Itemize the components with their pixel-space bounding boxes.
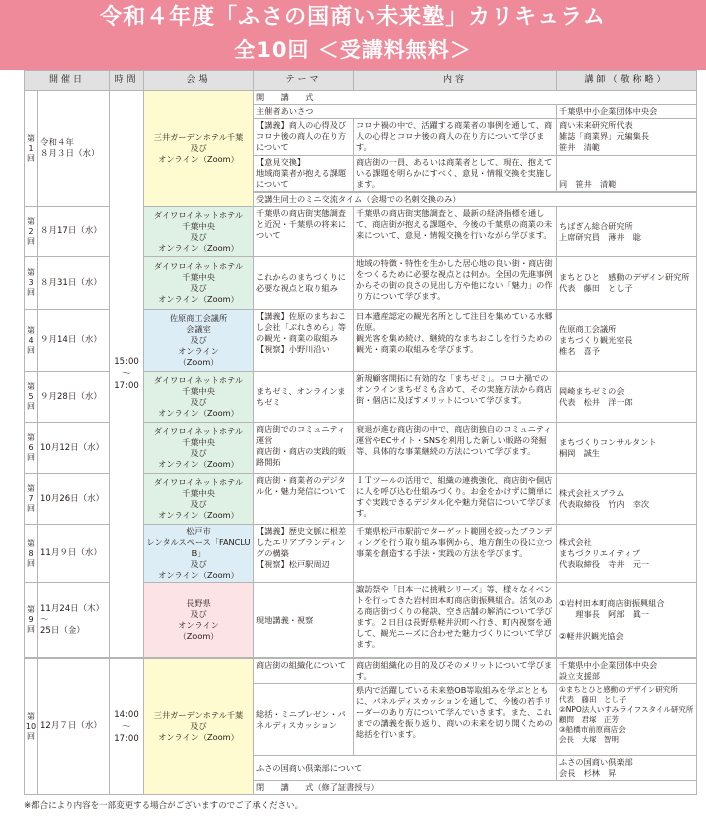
session-lecturer: 商い未来研究所代表 雑誌「商業界」元編集長 笹井 清範	[557, 119, 697, 156]
session-theme: これからのまちづくりに必要な視点と取り組み	[254, 257, 354, 310]
session-time: 15:00 〜 17:00	[110, 91, 144, 658]
session-lecturer: 岡崎まちゼミの会 代表 松井 洋一郎	[557, 372, 697, 423]
session-venue: ダイワロイネットホテル 千葉中央 及び オンライン（Zoom）	[144, 423, 254, 474]
session-content: 衰退が進む商店街の中で、商店街独自のコミュニティ運営やECサイト・SNSを利用した新しい販路の発掘等、具体的な事業継続の方法について学びます。	[354, 423, 557, 474]
table-row	[25, 659, 697, 684]
session-theme: 商店街の組織化について	[254, 659, 354, 684]
session-content: ＩＴツールの活用で、組織の連携強化、商店街や個店に人を呼び込む仕組みづくり。お金をかけずに簡単にすぐ実践できるデジタル化や魅力発信について学びます。	[354, 474, 557, 525]
session-lecturer: 株式会社 まちづクリエイティブ 代表取締役 寺井 元一	[557, 525, 697, 583]
mini-exchange: 受講生同士のミニ交流タイム（会場での名刺交換のみ）	[254, 193, 697, 207]
session-content: 千葉県松戸市駅前でターゲット範囲を絞ったブランディングを行う取り組み事例から、地方創生の役に立つ事業を創造する手法・実践の方法を学びます。	[354, 525, 557, 583]
session-date: 10月12日（水）	[38, 423, 110, 474]
session-date: 12月７日（水）	[38, 659, 110, 795]
session-date: ９月28日（水）	[38, 372, 110, 423]
session-venue: 佐原商工会議所 会議室 及び オンライン （Zoom）	[144, 310, 254, 372]
session-venue: ダイワロイネットホテル 千葉中央 及び オンライン（Zoom）	[144, 257, 254, 310]
session-date: ８月31日（水）	[38, 257, 110, 310]
session-number: 第 8 回	[25, 525, 38, 583]
session-date: 令和４年 ８月３日（水）	[38, 91, 110, 207]
closing-ceremony: 閉 講 式（修了証書授与）	[254, 781, 697, 795]
session-number: 第 7 回	[25, 474, 38, 525]
page-subtitle: 全10回 ＜受講料無料＞	[234, 38, 472, 62]
session-theme: 商店街・商業者のデジタル化・魅力発信について	[254, 474, 354, 525]
session-lecturer: ふさの国商い倶楽部 会長 杉林 昇	[557, 756, 697, 781]
session-content: 新規顧客開拓に有効的な「まちゼミ」。コロナ禍でのオンラインまちゼミも含めて、その実施方法から商店街・個店に及ぼすメリットについて学びます。	[354, 372, 557, 423]
session-content: 商店街組織化の目的及びそのメリットについて学びます。	[354, 659, 557, 684]
session-venue: ダイワロイネットホテル 千葉中央 及び オンライン（Zoom）	[144, 372, 254, 423]
session-lecturer: 千葉県中小企業団体中央会 設立支援部	[557, 659, 697, 684]
session-number: 第 9 回	[25, 583, 38, 658]
page-title: 令和４年度「ふさの国商い未来塾」カリキュラム	[100, 5, 606, 30]
session-time: 14:00 〜 17:00	[110, 659, 144, 795]
session-number: 第 3 回	[25, 257, 38, 310]
session-theme: 【講義】佐原のまちおこし会社「ぶれきめら」等の観光・商業の取組み 【視察】小野川沿い	[254, 310, 354, 372]
session-content: 地域の特徴・特性を生かした居心地の良い街・商店街をつくるために必要な視点とは何か。全国の先進事例からその街の良さの見出し方や他にない「魅力」の作り方について学びます。	[354, 257, 557, 310]
session-content: 諏訪祭や「日本一に挑戦シリーズ」等、様々なイベントを行ってきた岩村田本町商店街振興組合。活気のある商店街づくりの秘訣、空き店舗の解消について学びます。２日目は長野県軽井沢町へ行き、町内視察を通して、観光ニーズに合わせた魅力づくりについて学びます。	[354, 583, 557, 658]
session-lecturer: ①まちとひと感動のデザイン研究所 代表 藤田 とし子 ②NPO法人いすみライフスタイル研究所 顧問 君塚 正芳 ③船橋市前原商店会 会長 大塚 智明	[557, 684, 697, 756]
session-number: 第 1 回	[25, 91, 38, 207]
session-number: 第 2 回	[25, 207, 38, 257]
session-venue: 三井ガーデンホテル千葉 及び オンライン（Zoom）	[144, 91, 254, 207]
session-number: 第 4 回	[25, 310, 38, 372]
session-date: ９月14日（水）	[38, 310, 110, 372]
col-header-theme: テーマ	[254, 71, 354, 91]
col-header-time: 時間	[110, 71, 144, 91]
session-content: 商店街の一員、あるいは商業者として、現在、抱えている課題を明らかにすべく、意見・情報交換を実施します。	[354, 156, 557, 192]
opening-ceremony: 開 講 式	[254, 91, 697, 105]
session-theme: 現地講義・視察	[254, 583, 354, 658]
session-venue: ダイワロイネットホテル 千葉中央 及び オンライン（Zoom）	[144, 207, 254, 257]
session-date: 10月26日（水）	[38, 474, 110, 525]
session-venue: 松戸市 レンタルスペース「FANCLUB」 及び オンライン（Zoom）	[144, 525, 254, 583]
session-number: 第 10 回	[25, 659, 38, 795]
session-date: 11月24日（木） 〜 25日（金）	[38, 583, 110, 658]
session-theme: 【講義】商人の心得及びコロナ後の商人の在り方について	[254, 119, 354, 156]
session-date: 11月９日（水）	[38, 525, 110, 583]
session-lecturer: 佐原商工会議所 まちづくり観光室長 椎名 喜予	[557, 310, 697, 372]
session-venue: 長野県 及び オンライン （Zoom）	[144, 583, 254, 658]
session-lecturer: まちづくりコンサルタント 桐岡 誠生	[557, 423, 697, 474]
col-header-date: 開催日	[25, 71, 110, 91]
header-row	[25, 71, 697, 91]
col-header-content: 内容	[354, 71, 557, 91]
footnote: ※都合により内容を一部変更する場合がございますのでご了承ください。	[24, 801, 304, 811]
col-header-lecturer: 講師（敬称略）	[557, 71, 697, 91]
col-header-venue: 会場	[144, 71, 254, 91]
session-theme: 【講義】歴史文脈に根差したエリアブランディングの構築 【視察】松戸駅周辺	[254, 525, 354, 583]
session-content: コロナ禍の中で、活躍する商業者の事例を通して、商人の心得とコロナ後の商人の在り方について学びます。	[354, 119, 557, 156]
session-content: 県内で活躍している未来塾OB等取組みを学ぶとともに、パネルディスカッションを通して、今後の若手リーダーのあり方について学んでいきます。また、これまでの講義を振り返り、商いの未来を切り開くための総括を行います。	[354, 684, 557, 756]
table-row	[25, 91, 697, 105]
session-lecturer: 千葉県中小企業団体中央会	[557, 105, 697, 119]
session-theme: まちゼミ、オンラインまちゼミ	[254, 372, 354, 423]
session-number: 第 6 回	[25, 423, 38, 474]
curriculum-table-final	[24, 658, 697, 795]
session-date: ８月17日（水）	[38, 207, 110, 257]
session-lecturer: まちとひと 感動のデザイン研究所 代表 藤田 とし子	[557, 257, 697, 310]
session-theme: 主催者あいさつ	[254, 105, 557, 119]
session-theme: ふさの国商い倶楽部について	[254, 756, 557, 781]
session-lecturer: 株式会社スプラム 代表取締役 竹内 幸次	[557, 474, 697, 525]
session-lecturer: 同 笹井 清範	[557, 156, 697, 192]
session-theme: 【意見交換】 地域商業者が抱える課題について	[254, 156, 354, 192]
session-lecturer: ちばぎん総合研究所 上席研究員 薄井 聡	[557, 207, 697, 257]
session-content: 日本遺産認定の観光名所として注目を集めている水郷佐原。 観光客を集め続け、継続的なまちおこしを行うための観光・商業の取組みを学びます。	[354, 310, 557, 372]
curriculum-table	[24, 70, 697, 658]
session-content: 千葉県の商店街実態調査と、最新の経済指標を通して、商店街が抱える課題や、今後の千葉県の商業の未来について、意見・情報交換を行いながら学びます。	[354, 207, 557, 257]
session-lecturer: ①岩村田本町商店街振興組合 理事長 阿部 眞一 ②軽井沢観光協会	[557, 583, 697, 658]
session-number: 第 5 回	[25, 372, 38, 423]
session-venue: ダイワロイネットホテル 千葉中央 及び オンライン（Zoom）	[144, 474, 254, 525]
session-venue: 三井ガーデンホテル千葉 及び オンライン（Zoom）	[144, 659, 254, 795]
session-theme: 総括・ミニプレゼン・パネルディスカッション	[254, 684, 354, 756]
session-theme: 商店街でのコミュニティ運営 商店街・商店の実践的販路開拓	[254, 423, 354, 474]
session-theme: 千葉県の商店街実態調査と近況・千葉県の将来について	[254, 207, 354, 257]
curriculum-sheet	[24, 70, 696, 792]
